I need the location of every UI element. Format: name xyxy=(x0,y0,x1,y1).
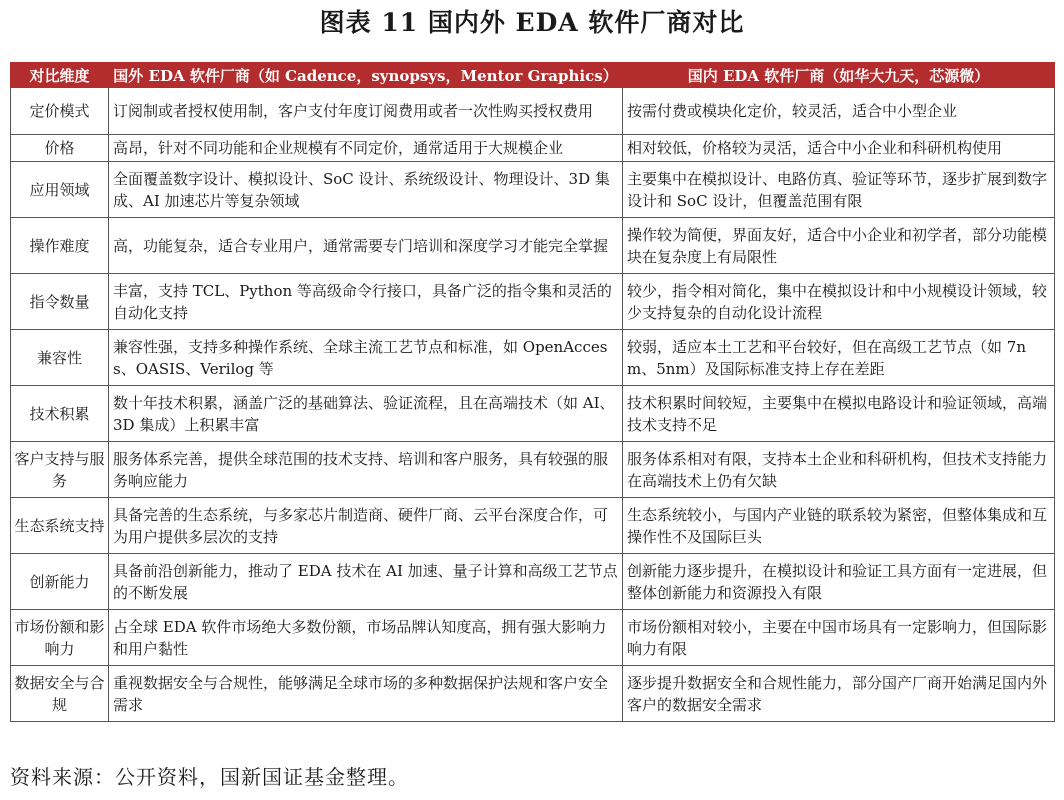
table-row xyxy=(11,666,1055,722)
table-row xyxy=(11,386,1055,442)
row-domestic: 主要集中在模拟设计、电路仿真、验证等环节，逐步扩展到数字设计和 SoC 设计，但覆盖范围有限 xyxy=(623,162,1055,218)
header-dimension: 对比维度 xyxy=(11,63,109,88)
table-row xyxy=(11,135,1055,162)
row-dimension: 市场份额和影响力 xyxy=(11,610,109,666)
figure-title: 图表 11 国内外 EDA 软件厂商对比 xyxy=(319,8,745,37)
table-row xyxy=(11,610,1055,666)
row-domestic: 技术积累时间较短，主要集中在模拟电路设计和验证领域，高端技术支持不足 xyxy=(623,386,1055,442)
row-domestic: 逐步提升数据安全和合规性能力，部分国产厂商开始满足国内外客户的数据安全需求 xyxy=(623,666,1055,722)
row-dimension: 客户支持与服务 xyxy=(11,442,109,498)
row-dimension: 兼容性 xyxy=(11,330,109,386)
row-foreign: 兼容性强，支持多种操作系统、全球主流工艺节点和标准，如 OpenAccess、OASIS、Verilog 等 xyxy=(109,330,623,386)
row-foreign: 全面覆盖数字设计、模拟设计、SoC 设计、系统级设计、物理设计、3D 集成、AI 加速芯片等复杂领域 xyxy=(109,162,623,218)
row-foreign: 丰富，支持 TCL、Python 等高级命令行接口，具备广泛的指令集和灵活的自动化支持 xyxy=(109,274,623,330)
row-foreign: 数十年技术积累，涵盖广泛的基础算法、验证流程，且在高端技术（如 AI、3D 集成）上积累丰富 xyxy=(109,386,623,442)
row-dimension: 操作难度 xyxy=(11,218,109,274)
row-dimension: 指令数量 xyxy=(11,274,109,330)
row-dimension: 定价模式 xyxy=(11,88,109,135)
row-foreign: 高昂，针对不同功能和企业规模有不同定价，通常适用于大规模企业 xyxy=(109,135,623,162)
row-dimension: 技术积累 xyxy=(11,386,109,442)
row-domestic: 相对较低，价格较为灵活，适合中小企业和科研机构使用 xyxy=(623,135,1055,162)
row-dimension: 价格 xyxy=(11,135,109,162)
row-foreign: 高，功能复杂，适合专业用户，通常需要专门培训和深度学习才能完全掌握 xyxy=(109,218,623,274)
row-foreign: 具备完善的生态系统，与多家芯片制造商、硬件厂商、云平台深度合作，可为用户提供多层次的支持 xyxy=(109,498,623,554)
header-domestic: 国内 EDA 软件厂商（如华大九天，芯源微） xyxy=(623,63,1055,88)
row-domestic: 较少，指令相对简化，集中在模拟设计和中小规模设计领域，较少支持复杂的自动化设计流程 xyxy=(623,274,1055,330)
row-domestic: 较弱，适应本土工艺和平台较好，但在高级工艺节点（如 7nm、5nm）及国际标准支持上存在差距 xyxy=(623,330,1055,386)
row-foreign: 具备前沿创新能力，推动了 EDA 技术在 AI 加速、量子计算和高级工艺节点的不断发展 xyxy=(109,554,623,610)
row-domestic: 生态系统较小，与国内产业链的联系较为紧密，但整体集成和互操作性不及国际巨头 xyxy=(623,498,1055,554)
row-foreign: 占全球 EDA 软件市场绝大多数份额，市场品牌认知度高，拥有强大影响力和用户黏性 xyxy=(109,610,623,666)
table-row xyxy=(11,218,1055,274)
comparison-table-container xyxy=(10,62,1054,722)
table-row xyxy=(11,498,1055,554)
comparison-table xyxy=(10,62,1055,722)
table-row xyxy=(11,88,1055,135)
table-row xyxy=(11,274,1055,330)
row-domestic: 按需付费或模块化定价，较灵活，适合中小型企业 xyxy=(623,88,1055,135)
row-domestic: 操作较为简便，界面友好，适合中小企业和初学者，部分功能模块在复杂度上有局限性 xyxy=(623,218,1055,274)
row-dimension: 生态系统支持 xyxy=(11,498,109,554)
table-row xyxy=(11,162,1055,218)
row-foreign: 重视数据安全与合规性，能够满足全球市场的多种数据保护法规和客户安全需求 xyxy=(109,666,623,722)
source-note: 资料来源：公开资料，国新国证基金整理。 xyxy=(10,765,409,789)
table-row xyxy=(11,442,1055,498)
table-row xyxy=(11,554,1055,610)
row-dimension: 创新能力 xyxy=(11,554,109,610)
row-dimension: 应用领域 xyxy=(11,162,109,218)
row-domestic: 市场份额相对较小，主要在中国市场具有一定影响力，但国际影响力有限 xyxy=(623,610,1055,666)
row-domestic: 服务体系相对有限，支持本土企业和科研机构，但技术支持能力在高端技术上仍有欠缺 xyxy=(623,442,1055,498)
row-foreign: 服务体系完善，提供全球范围的技术支持、培训和客户服务，具有较强的服务响应能力 xyxy=(109,442,623,498)
row-foreign: 订阅制或者授权使用制，客户支付年度订阅费用或者一次性购买授权费用 xyxy=(109,88,623,135)
row-dimension: 数据安全与合规 xyxy=(11,666,109,722)
row-domestic: 创新能力逐步提升，在模拟设计和验证工具方面有一定进展，但整体创新能力和资源投入有限 xyxy=(623,554,1055,610)
table-header-row xyxy=(11,63,1055,88)
header-foreign: 国外 EDA 软件厂商（如 Cadence，synopsys，Mentor Graphics） xyxy=(109,63,623,88)
table-row xyxy=(11,330,1055,386)
